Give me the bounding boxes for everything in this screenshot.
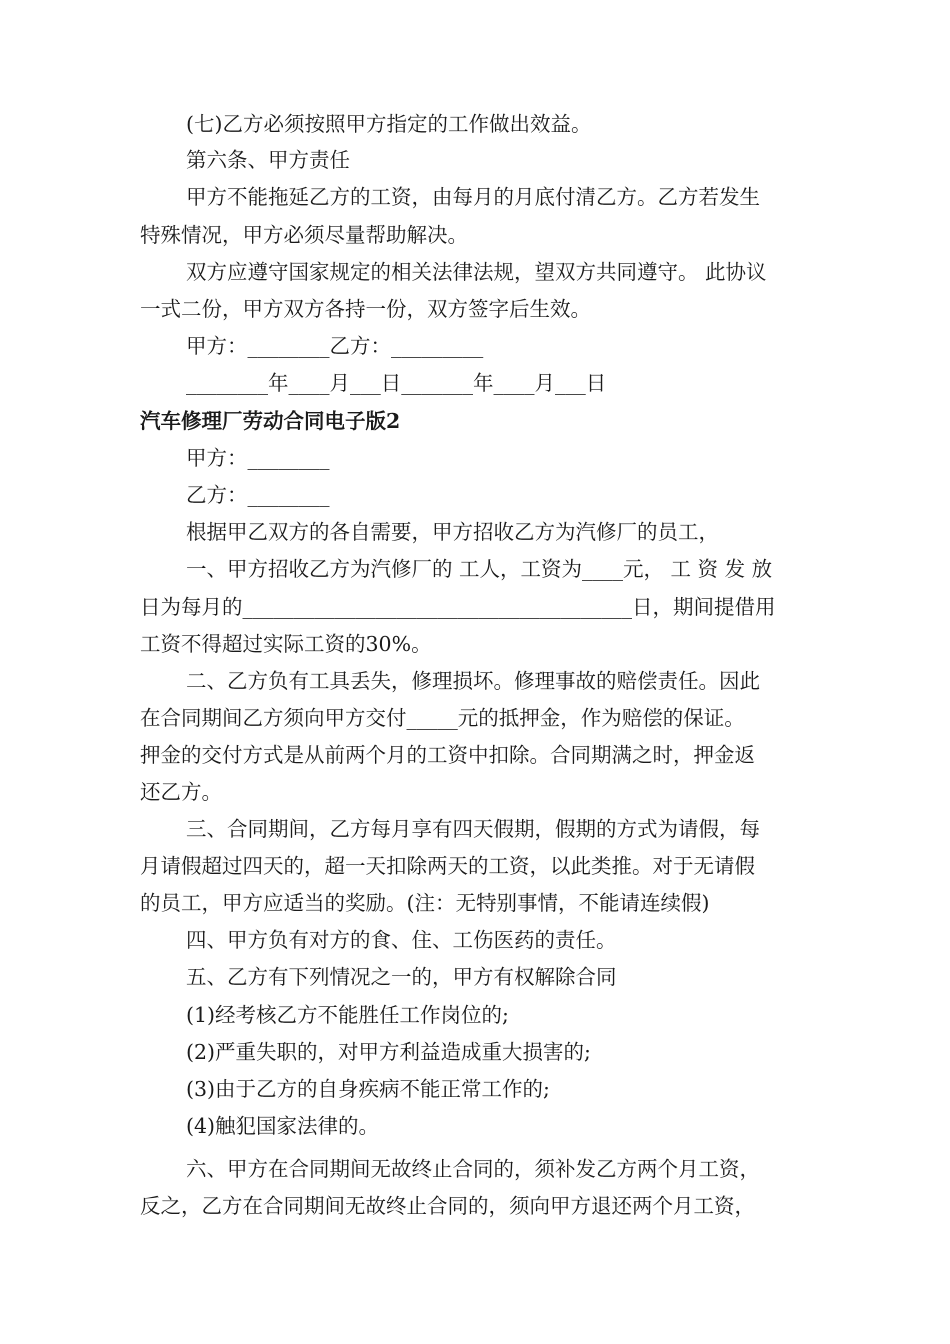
article-heading: 第六条、甲方责任 (186, 148, 350, 172)
signature-line: 甲方：________乙方：_________ (186, 334, 484, 358)
paragraph-line: 反之，乙方在合同期间无故终止合同的，须向甲方退还两个月工资， (140, 1194, 755, 1218)
paragraph-line: 双方应遵守国家规定的相关法律法规，望双方共同遵守。 此协议 (186, 260, 767, 284)
paragraph-line: 一、甲方招收乙方为汽修厂的 工人，工资为____元， 工 资 发 放 (186, 557, 773, 581)
paragraph-line: 押金的交付方式是从前两个月的工资中扣除。合同期满之时，押金返 (140, 743, 755, 767)
list-item: (2)严重失职的，对甲方利益造成重大损害的; (186, 1040, 591, 1064)
paragraph-line: (七)乙方必须按照甲方指定的工作做出效益。 (186, 112, 592, 136)
paragraph-line: 日为每月的______________________________________日，期间提借用 (140, 595, 776, 619)
list-item: (3)由于乙方的自身疾病不能正常工作的; (186, 1077, 550, 1101)
paragraph-line: 一式二份，甲方双方各持一份，双方签字后生效。 (140, 297, 591, 321)
list-item: (4)触犯国家法律的。 (186, 1114, 380, 1138)
paragraph-line: 六、甲方在合同期间无故终止合同的，须补发乙方两个月工资， (186, 1157, 760, 1181)
paragraph-line: 月请假超过四天的，超一天扣除两天的工资，以此类推。对于无请假 (140, 854, 755, 878)
paragraph-line: 工资不得超过实际工资的30%。 (140, 632, 432, 656)
section-title: 汽车修理厂劳动合同电子版2 (140, 409, 401, 433)
paragraph-line: 四、甲方负有对方的食、住、工伤医药的责任。 (186, 928, 617, 952)
party-b-line: 乙方：________ (186, 483, 330, 507)
paragraph-line: 五、乙方有下列情况之一的，甲方有权解除合同 (186, 965, 617, 989)
list-item: (1)经考核乙方不能胜任工作岗位的; (186, 1003, 509, 1027)
paragraph-line: 特殊情况，甲方必须尽量帮助解决。 (140, 223, 468, 247)
paragraph-line: 二、乙方负有工具丢失，修理损坏。修理事故的赔偿责任。因此 (186, 669, 760, 693)
paragraph-line: 根据甲乙双方的各自需要，甲方招收乙方为汽修厂的员工， (186, 520, 719, 544)
date-line: ________年____月___日_______年____月___日 (186, 371, 607, 395)
paragraph-line: 甲方不能拖延乙方的工资，由每月的月底付清乙方。乙方若发生 (186, 185, 760, 209)
paragraph-line: 的员工，甲方应适当的奖励。(注：无特别事情，不能请连续假) (140, 891, 710, 915)
party-a-line: 甲方：________ (186, 446, 330, 470)
paragraph-line: 三、合同期间，乙方每月享有四天假期，假期的方式为请假，每 (186, 817, 760, 841)
paragraph-line: 还乙方。 (140, 780, 222, 804)
paragraph-line: 在合同期间乙方须向甲方交付_____元的抵押金，作为赔偿的保证。 (140, 706, 745, 730)
